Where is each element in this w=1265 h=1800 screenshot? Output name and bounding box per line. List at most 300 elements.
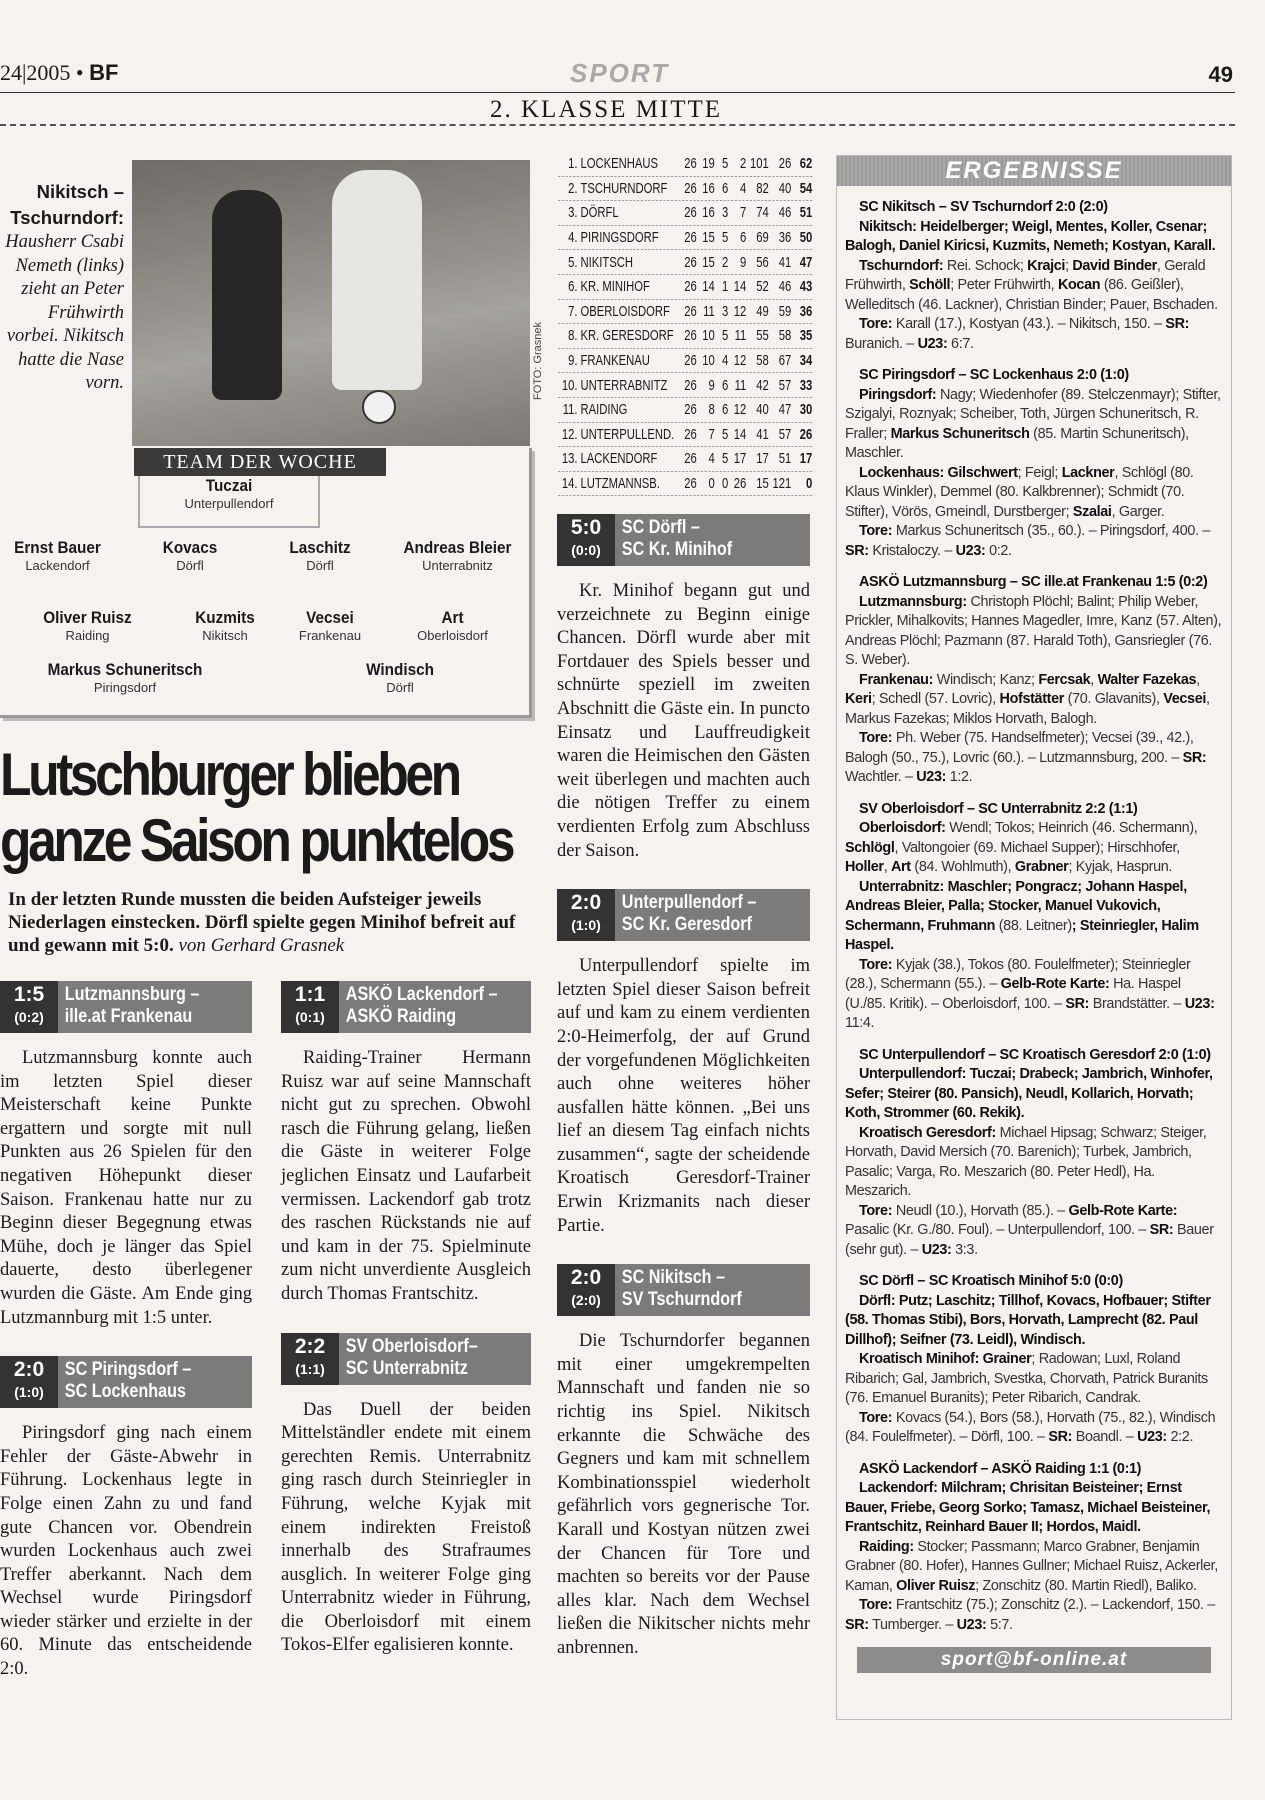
team: DÖRFL	[580, 204, 619, 222]
text-segment: SC Piringsdorf – SC Lockenhaus 2:0 (1:0)	[859, 367, 1129, 383]
photo-caption	[0, 180, 124, 396]
text-segment: ; Feigl;	[1017, 464, 1062, 481]
match-title	[845, 198, 1223, 218]
team: KR. MINIHOF	[580, 278, 650, 296]
drawn: 5	[721, 155, 729, 173]
match-line	[845, 1538, 1223, 1597]
rank: 5.	[568, 253, 578, 271]
standings-row	[558, 472, 812, 497]
won: 10	[702, 327, 715, 345]
played: 26	[684, 278, 697, 296]
text-segment: ; Steinriegler, Halim Haspel.	[845, 917, 1199, 953]
goals-against: 26	[778, 155, 792, 173]
text-segment: Oliver Ruisz	[896, 1577, 976, 1594]
score	[557, 1264, 615, 1316]
text-segment: Brandstätter. –	[1089, 995, 1185, 1012]
team-player	[285, 608, 375, 643]
player-club: Dörfl	[176, 558, 204, 573]
text-segment: Neudl (10.), Horvath (85.). –	[892, 1202, 1069, 1219]
drawn: 0	[721, 475, 729, 493]
goals-for: 69	[756, 229, 769, 247]
text-segment: Gelb-Rote Karte:	[1068, 1202, 1178, 1219]
match-teams	[615, 514, 739, 566]
drawn: 2	[721, 253, 729, 271]
match-teams	[58, 1356, 198, 1408]
text-segment: Fercsak	[1038, 671, 1091, 688]
player-figure	[212, 190, 282, 400]
text-segment: SC Unterpullendorf – SC Kroatisch Geresdorf 2:0 (1:0)	[859, 1046, 1211, 1063]
text-segment: Lackner	[1061, 464, 1115, 481]
team: PIRINGSDORF	[580, 229, 659, 247]
played: 26	[684, 253, 697, 271]
standings-row	[558, 349, 812, 374]
goals-against: 59	[778, 302, 792, 320]
text-segment: Raiding:	[859, 1538, 914, 1555]
halftime-score: (0:0)	[571, 542, 601, 559]
points: 0	[805, 475, 813, 493]
final-score: 2:2	[294, 1334, 326, 1358]
score	[0, 1356, 58, 1408]
played: 26	[684, 155, 697, 173]
team-name: SV Oberloisdorf–	[345, 1335, 478, 1357]
text-segment: Wendl; Tokos; Heinrich (46. Schermann),	[945, 820, 1198, 836]
text-segment: (88. Leitner)	[995, 917, 1072, 934]
halftime-score: (1:1)	[295, 1360, 325, 1377]
text-segment: Nagy; Wiedenhofer (89. Stelczenmayr); Stifter, Szigalyi, Roznyak; Scheiber, Toth, Jürgen Schuneritsch, R. Fraller;	[845, 386, 1221, 442]
text-segment: Tschurndorf:	[859, 257, 944, 274]
text-segment: Gelb-Rote Karte:	[1000, 976, 1110, 992]
text-segment: Kyjak (38.), Tokos (80. Foulelfmeter); Steinriegler (28.), Schermann (55.). –	[845, 956, 1191, 992]
team: LACKENDORF	[580, 450, 658, 468]
text-segment: Oberloisdorf:	[859, 820, 946, 836]
text-segment: Piringsdorf:	[859, 386, 937, 403]
standings-row	[558, 324, 812, 349]
text-segment: Tore:	[859, 1202, 893, 1219]
lost: 14	[733, 425, 747, 443]
player-club: Oberloisdorf	[417, 628, 488, 643]
points: 51	[799, 204, 813, 222]
score-box	[557, 514, 810, 566]
player-name: Art	[441, 608, 464, 627]
won: 15	[702, 229, 715, 247]
issue-info	[0, 60, 118, 86]
football-icon	[362, 390, 396, 424]
text-segment: Art	[890, 859, 911, 875]
rank: 10.	[561, 376, 578, 394]
points: 35	[799, 327, 813, 345]
won: 14	[702, 278, 715, 296]
team: OBERLOISDORF	[580, 302, 670, 320]
text-segment: (84. Wohlmuth),	[910, 859, 1015, 875]
header-rule	[0, 92, 1235, 93]
points: 34	[799, 352, 813, 370]
team: LOCKENHAUS	[580, 155, 659, 173]
match-title	[845, 800, 1223, 820]
text-segment: Michael Hipsag; Schwarz; Steiger, Horvath, David Mersich (70. Barenich); Turbek, Jambrich, Pasalic; Varga, Ro. Meszarich (80. Peter Hedl), Ha. Meszarich.	[845, 1124, 1207, 1199]
match-title	[845, 1046, 1223, 1066]
main-article	[0, 742, 540, 1708]
match-line	[845, 1596, 1223, 1635]
standings-row	[558, 373, 812, 398]
played: 26	[684, 425, 697, 443]
team: UNTERPULLEND.	[580, 425, 675, 443]
player-name: Laschitz	[289, 538, 351, 557]
score-box	[281, 1333, 531, 1385]
match-report	[845, 366, 1223, 561]
text-segment: Hofstätter	[999, 691, 1064, 707]
text-segment: Ph. Weber (75. Handselfmeter); Vecsei (39., 42.), Balogh (50., 75.), Lovric (60.). – Lutzmannsburg, 200. –	[845, 730, 1194, 766]
lost: 17	[733, 450, 747, 468]
goals-against: 36	[778, 229, 792, 247]
team: RAIDING	[580, 401, 628, 419]
points: 26	[799, 425, 813, 443]
won: 9	[708, 376, 715, 394]
text-segment: ; Zonschitz (80. Martin Riedl), Baliko.	[975, 1577, 1197, 1594]
team-name: SC Kr. Minihof	[621, 539, 733, 560]
goals-for: 17	[756, 450, 769, 468]
match-line	[845, 819, 1223, 878]
goals-against: 41	[778, 253, 792, 271]
standings-row	[558, 300, 812, 325]
text-segment: SR:	[845, 542, 869, 559]
lost: 12	[733, 302, 747, 320]
match-teams	[339, 981, 504, 1033]
goals-against: 121	[772, 475, 792, 493]
goals-for: 74	[756, 204, 769, 222]
lost: 11	[734, 376, 747, 394]
player-club: Piringsdorf	[93, 680, 157, 695]
points: 50	[799, 229, 813, 247]
text-segment: 11:4.	[845, 1015, 875, 1031]
text-segment: 6:7.	[947, 335, 974, 352]
text-segment: Lockenhaus: Gilschwert	[859, 464, 1018, 481]
won: 16	[702, 179, 715, 197]
text-segment: Rei. Schock;	[943, 257, 1028, 274]
text-segment: SC Nikitsch – SV Tschurndorf 2:0 (2:0)	[859, 199, 1108, 215]
match-line	[845, 522, 1223, 561]
goals-for: 55	[756, 327, 769, 345]
article-column	[0, 981, 252, 1708]
text-segment: SR:	[1048, 1429, 1073, 1445]
text-segment: Tore:	[859, 523, 893, 539]
points: 62	[799, 155, 813, 173]
points: 36	[799, 302, 813, 320]
player-club: Nikitsch	[202, 628, 248, 643]
team-player	[400, 608, 505, 643]
match-title	[845, 366, 1223, 386]
goals-against: 46	[778, 278, 792, 296]
score-box	[0, 1356, 252, 1408]
text-segment: ASKÖ Lutzmannsburg – SC ille.at Frankenau 1:5 (0:2)	[859, 574, 1208, 590]
article-text: Lutzmannsburg konnte auch im letzten Spiel dieser Meisterschaft keine Punkte ergattern und sorgte mit null Punkten aus 26 Spielen für den negativen Höhepunkt dieser Saison. Frankenau hatte nur zu Beginn dieser Begegnung etwas Mühe, doch je länger das Spiel dauerte, desto überlegener wurden die Gäste. Am Ende ging Lutzmannburg mit 1:5 unter.	[0, 1048, 252, 1328]
paper-name: BF	[89, 60, 119, 85]
team: FRANKENAU	[580, 352, 650, 370]
final-score: 2:0	[570, 1266, 602, 1290]
goals-against: 47	[778, 401, 792, 419]
goals-for: 42	[756, 376, 769, 394]
text-segment: U23:	[955, 542, 986, 559]
text-segment: 2:2.	[1166, 1429, 1194, 1445]
rank: 9.	[568, 352, 578, 370]
text-segment: Tore:	[859, 316, 893, 332]
match-line	[845, 218, 1223, 257]
text-segment: Markus Schuneritsch	[890, 425, 1030, 442]
text-segment: Walter Fazekas	[1097, 671, 1197, 688]
text-segment: SR:	[1149, 1222, 1174, 1238]
text-segment: Tore:	[859, 730, 893, 746]
text-segment: , Markus Fazekas; Miklos Horvath, Balogh.	[845, 691, 1210, 727]
text-segment: Christoph Plöchl; Balint; Philip Weber, Prickler, Mihalkovits; Hannes Magedler, Imre, Kanz (57. Alten), Andreas Plöchl; Pazmann (87. Harald Toth), Gansriegler (76. S. Weber).	[845, 593, 1222, 668]
rank: 4.	[568, 229, 578, 247]
score	[557, 514, 615, 566]
team-player	[350, 660, 450, 695]
photo-credit: FOTO: Grasnek	[532, 321, 544, 400]
score-box	[0, 981, 252, 1033]
rank: 8.	[568, 327, 578, 345]
text-segment: Lackendorf: Milchram; Chrisitan Beisteiner; Ernst Bauer, Friebe, Georg Sorko; Tamasz, Michael Beisteiner, Frantschitz, Reinhard Bauer II; Hordos, Maidl.	[845, 1480, 1211, 1535]
team-name: SC Lockenhaus	[64, 1381, 186, 1403]
text-segment: (86. Geißler), Welleditsch (46. Lackner), Christian Binder; Pauer, Bschaden.	[845, 277, 1218, 313]
section-label: SPORT	[570, 58, 670, 88]
played: 26	[684, 376, 697, 394]
team-name: SC Kr. Geresdorf	[621, 914, 752, 936]
rank: 13.	[561, 450, 578, 468]
drawn: 5	[721, 229, 729, 247]
text-segment: SC Dörfl – SC Kroatisch Minihof 5:0 (0:0)	[859, 1273, 1123, 1289]
match-line	[845, 729, 1223, 788]
text-segment: 1:2.	[946, 769, 973, 785]
text-segment: ,	[883, 859, 891, 875]
text-segment: U23:	[1137, 1429, 1167, 1445]
text-segment: Frantschitz (75.); Zonschitz (2.). – Lackendorf, 150. –	[892, 1597, 1215, 1613]
goals-for: 52	[756, 278, 769, 296]
goals-against: 58	[778, 327, 792, 345]
drawn: 6	[721, 179, 729, 197]
match-line	[845, 315, 1223, 354]
played: 26	[684, 229, 697, 247]
lost: 12	[733, 352, 747, 370]
text-segment: ,	[1196, 671, 1200, 688]
match-teams	[58, 981, 206, 1033]
match-teams	[615, 889, 763, 941]
match-report	[845, 1046, 1223, 1261]
standings-row	[558, 226, 812, 251]
text-segment: Schlögl	[845, 839, 895, 856]
text-segment: ;	[1065, 257, 1073, 274]
text-segment: Unterrabnitz: Maschler; Pongracz; Johann Haspel, Andreas Bleier, Palla; Stocker, Manuel Vukovich, Schermann, Fruhmann	[845, 878, 1187, 934]
goals-against: 57	[778, 376, 792, 394]
played: 26	[684, 302, 697, 320]
team-name: Lutzmannsburg –	[64, 984, 200, 1005]
text-segment: (85. Martin Schuneritsch), Maschler.	[845, 425, 1189, 461]
halftime-score: (1:0)	[571, 917, 601, 934]
goals-against: 40	[778, 179, 792, 197]
lost: 4	[739, 179, 747, 197]
lead-text: In der letzten Runde mussten die beiden Aufsteiger jeweils Niederlagen einstecken. Dörfl spielte gegen Minihof befreit auf und gewann mit 5:0.	[8, 889, 516, 956]
goals-against: 57	[778, 425, 792, 443]
team-name: SC Piringsdorf –	[64, 1359, 192, 1381]
goals-for: 15	[756, 475, 769, 493]
text-segment: (70. Glavanits),	[1064, 691, 1164, 707]
rank: 1.	[568, 155, 578, 173]
text-segment: ; Schedl (57. Lovric),	[871, 691, 1000, 707]
match-title	[845, 1460, 1223, 1480]
goals-against: 67	[778, 352, 792, 370]
text-segment: Kroatisch Geresdorf:	[859, 1124, 996, 1141]
text-segment: , Garger.	[1111, 503, 1165, 520]
won: 7	[708, 425, 715, 443]
drawn: 3	[721, 302, 729, 320]
team-name: ASKÖ Raiding	[345, 1006, 457, 1027]
team-name: SC Unterrabnitz	[345, 1357, 468, 1379]
goals-for: 56	[756, 253, 769, 271]
match-report	[845, 1460, 1223, 1636]
goals-against: 51	[778, 450, 792, 468]
halftime-score: (0:2)	[14, 1009, 44, 1026]
text-segment: 5:7.	[986, 1616, 1013, 1633]
byline-prefix: von	[178, 935, 206, 956]
points: 54	[799, 179, 813, 197]
section-title: 2. KLASSE MITTE	[490, 96, 723, 123]
article-columns	[0, 981, 540, 1708]
match-report	[845, 573, 1223, 788]
rank: 3.	[568, 204, 578, 222]
won: 10	[702, 352, 715, 370]
text-segment: Tumberger. –	[868, 1616, 957, 1633]
player-name: Ernst Bauer	[14, 538, 101, 557]
text-segment: U23:	[956, 1616, 987, 1633]
player-name: Vecsei	[306, 608, 354, 627]
score-box	[281, 981, 531, 1033]
drawn: 6	[721, 401, 729, 419]
player-name: Oliver Ruisz	[43, 608, 132, 627]
match-teams	[615, 1264, 749, 1316]
team-player	[180, 608, 270, 643]
team-player	[138, 476, 320, 528]
article-text: Raiding-Trainer Hermann Ruisz war auf seine Mannschaft nicht gut zu sprechen. Obwohl rasch die Führung gelang, ließen die Gäste in weiterer Folge jeglichen Einsatz und Laufarbeit vermissen. Lackendorf gab trotz des raschen Rückstands nie auf und kam in der 75. Spielminute zum nicht unverdiente Ausgleich durch Thomas Frantschitz.	[281, 1048, 531, 1304]
text-segment: Frankenau:	[859, 671, 934, 688]
text-segment: U23:	[921, 1241, 952, 1258]
player-name: Markus Schuneritsch	[47, 660, 203, 679]
won: 19	[702, 155, 715, 173]
played: 26	[684, 327, 697, 345]
lost: 6	[739, 229, 747, 247]
drawn: 5	[721, 450, 729, 468]
rank: 11.	[562, 401, 578, 419]
dashed-rule	[0, 124, 1235, 126]
text-segment: Kocan	[1057, 277, 1101, 293]
contact-email[interactable]: sport@bf-online.at	[857, 1647, 1211, 1673]
page-number: 49	[1208, 62, 1233, 87]
team-name: SC Nikitsch –	[621, 1267, 726, 1289]
won: 8	[708, 401, 715, 419]
text-segment: Pasalic (Kr. G./80. Foul). – Unterpullendorf, 100. –	[845, 1222, 1150, 1238]
match-line	[845, 1292, 1223, 1351]
article-text: Kr. Minihof begann gut und verzeichnete zu Beginn einige Chancen. Dörfl wurde aber mit Fortdauer des Spiels besser und schnürte speziell im zweiten Abschnitt die Gäste ein. In puncto Einsatz und Lauffreudigkeit waren die Heimischen den Gästen weit überlegen und machten auch die nötigen Treffer zu einem verdienten Erfolg zum Abschluss der Saison.	[557, 581, 810, 861]
lost: 7	[739, 204, 747, 222]
text-segment: ASKÖ Lackendorf – ASKÖ Raiding 1:1 (0:1)	[859, 1460, 1142, 1477]
text-segment: U23:	[1184, 995, 1215, 1012]
points: 47	[799, 253, 813, 271]
standings-row	[558, 250, 812, 275]
text-segment: U23:	[917, 335, 948, 352]
player-name: Windisch	[366, 660, 434, 679]
final-score: 1:1	[294, 983, 326, 1007]
text-segment: Unterpullendorf: Tuczai; Drabeck; Jambrich, Winhofer, Sefer; Steirer (80. Pansich), Neudl, Kollarich, Horvath; Koth, Strommer (60. Rekik).	[845, 1066, 1213, 1121]
player-club: Unterrabnitz	[422, 558, 493, 573]
player-name: Tuczai	[205, 476, 253, 495]
team-player	[0, 538, 115, 573]
halftime-score: (0:1)	[295, 1009, 325, 1026]
won: 11	[703, 302, 715, 320]
team-player	[25, 608, 150, 643]
goals-for: 41	[756, 425, 769, 443]
match-line	[845, 1350, 1223, 1409]
lost: 26	[733, 475, 747, 493]
rank: 2.	[568, 179, 578, 197]
text-segment: SR:	[845, 1616, 869, 1633]
match-report	[845, 198, 1223, 354]
match-title	[845, 573, 1223, 593]
headline: Lutschburger blieben ganze Saison punktelos	[0, 741, 513, 874]
team-player	[20, 660, 230, 695]
text-segment: SR:	[1182, 749, 1207, 766]
lost: 14	[733, 278, 747, 296]
final-score: 1:5	[13, 983, 45, 1007]
lost: 9	[739, 253, 747, 271]
lost: 11	[734, 327, 747, 345]
match-report	[845, 800, 1223, 1034]
score	[281, 1333, 339, 1385]
player-figure	[332, 170, 422, 390]
player-club: Raiding	[65, 628, 110, 643]
final-score: 5:0	[570, 516, 602, 540]
player-club: Unterpullendorf	[184, 496, 274, 511]
text-segment: Buranich. –	[845, 335, 918, 352]
standings-row	[558, 423, 812, 448]
won: 4	[708, 450, 715, 468]
rank: 7.	[568, 302, 578, 320]
text-segment: U23:	[916, 769, 947, 785]
results-list	[845, 198, 1223, 1635]
rank: 6.	[568, 278, 578, 296]
match-line	[845, 257, 1223, 316]
match-line	[845, 386, 1223, 464]
article-column	[281, 981, 531, 1708]
team-name: SC Dörfl –	[621, 517, 700, 538]
match-title	[845, 1272, 1223, 1292]
text-segment: SV Oberloisdorf – SC Unterrabnitz 2:2 (1:1)	[859, 800, 1138, 817]
match-line	[845, 878, 1223, 956]
text-segment: 3:3.	[951, 1241, 978, 1258]
text-segment: 0:2.	[985, 542, 1012, 559]
text-segment: Markus Schuneritsch (35., 60.). – Piringsdorf, 400. –	[892, 523, 1211, 539]
results-box	[836, 155, 1232, 1720]
standings-table	[558, 152, 813, 496]
standings-row	[558, 177, 812, 202]
standings-row	[558, 447, 812, 472]
goals-for: 49	[756, 302, 769, 320]
text-segment: Szalai	[1072, 503, 1112, 520]
team-player	[270, 538, 370, 573]
match-line	[845, 464, 1223, 523]
match-line	[845, 671, 1223, 730]
team-of-the-week	[0, 448, 532, 718]
team: NIKITSCH	[580, 253, 634, 271]
played: 26	[684, 475, 697, 493]
player-club: Dörfl	[386, 680, 414, 695]
caption-title: Nikitsch – Tschurndorf:	[10, 181, 124, 228]
